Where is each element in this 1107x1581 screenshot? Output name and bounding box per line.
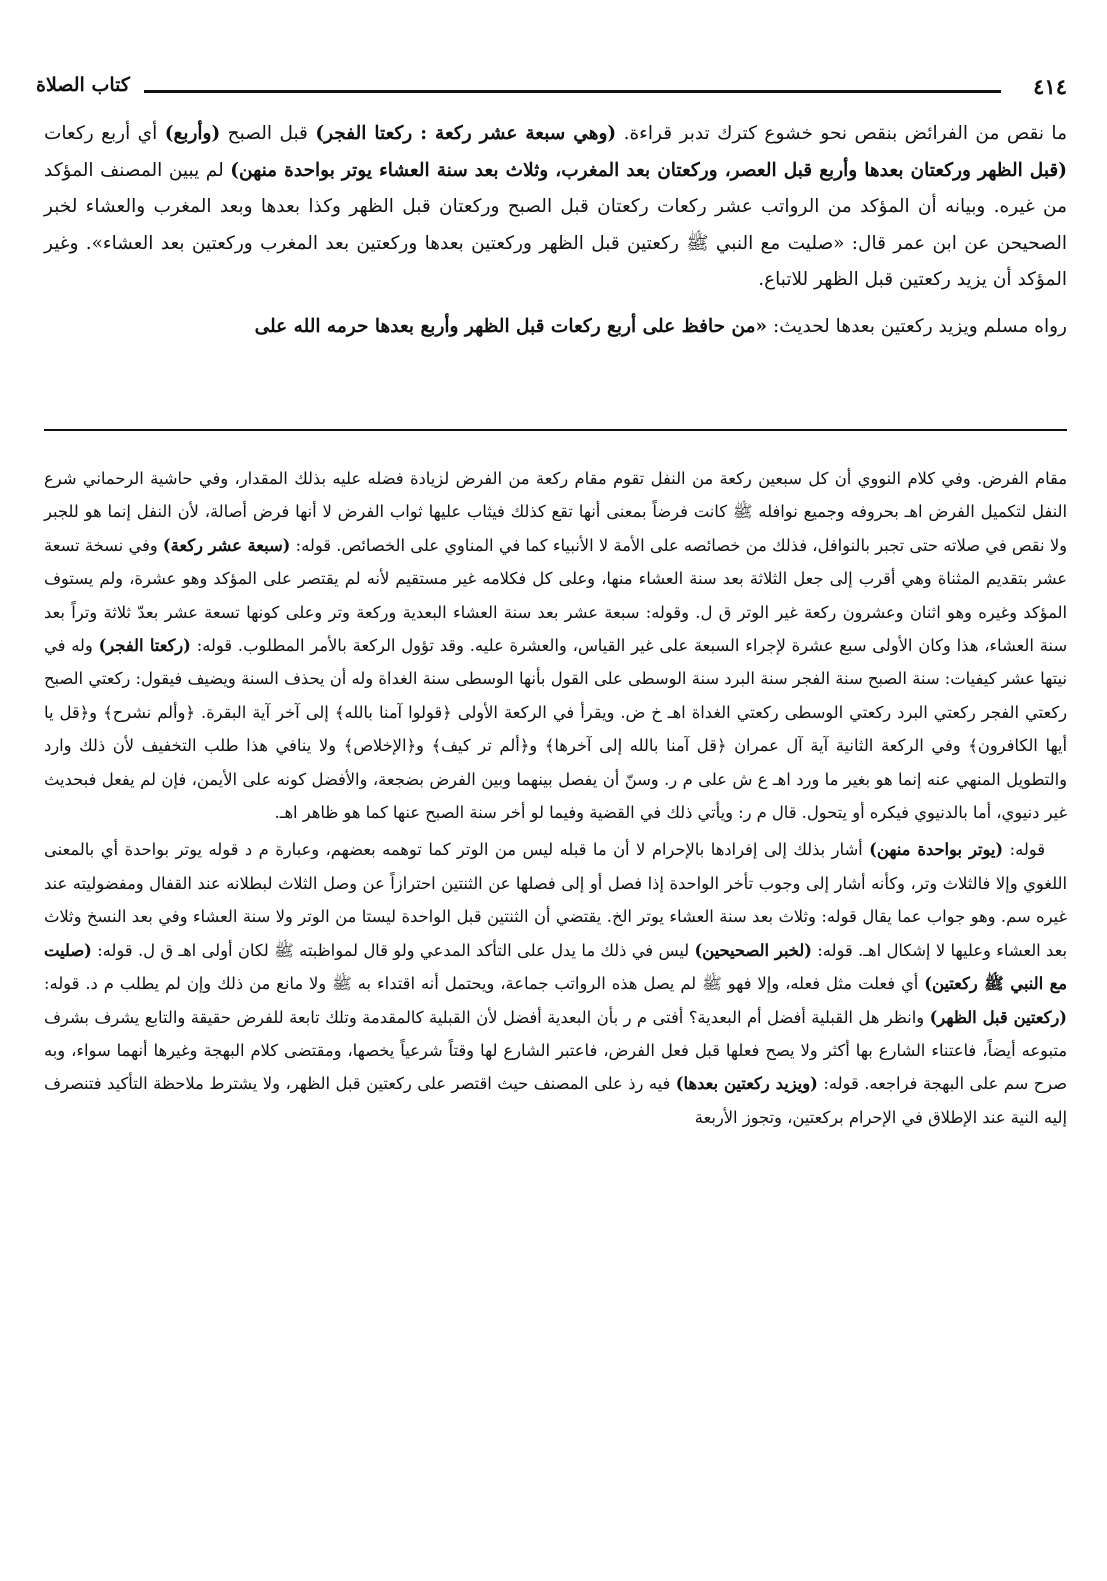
running-title: كتاب الصلاة: [36, 74, 130, 96]
page-number: ٤١٤: [1033, 74, 1067, 99]
bold-phrase: (يوتر بواحدة منهن): [869, 840, 1004, 860]
bold-phrase: (سبعة عشر ركعة): [162, 535, 291, 555]
bold-phrase: (ركعتين قبل الظهر): [929, 1007, 1067, 1027]
bold-phrase: (لخبر الصحيحين): [694, 940, 812, 960]
bold-phrase: (وهي سبعة عشر ركعة : ركعتا الفجر): [315, 123, 617, 144]
footnote-divider: [44, 429, 1067, 431]
commentary-text: [44, 462, 1067, 1134]
commentary-paragraph: مقام الفرض. وفي كلام النووي أن كل سبعين ركعة من النفل تقوم مقام ركعة من الفرض لزيادة فضله عليه بذلك المقدار، وفي حاشية الرحماني شرع النفل لتكميل الفرض اهـ بحروفه وجميع نوافله ﷺ كانت فرضاً بمعنى أنها تقع كذلك فيثاب عليها ثواب الفرض لا أنها فرض أصالة، لأن النفل إنما هو للجبر ولا نقص في صلاته حتى تجبر بالنوافل، فذلك من خصائصه على الأمة لا الأنبياء كما في المناوي على الخصائص. قوله: (سبعة عشر ركعة) وفي نسخة تسعة عشر بتقديم المثناة وهي أقرب إلى جعل الثلاثة بعد سنة العشاء منها، وعلى كل فكلامه غير مستقيم لأنه لم يقتصر على المؤكد وهو عشرة، ولم يستوف المؤكد وغيره وهو اثنان وعشرون ركعة غير الوتر ق ل. وقوله: سبعة عشر بعد سنة العشاء البعدية وركعة وتر وعلى كونها تسعة عشر بعدّ ثلاثة وتراً بعد سنة العشاء، هذا وكان الأولى سبع عشرة لإجراء السبعة على غير القياس، والعشرة عليه. وقد تؤول الركعة بالأمر المطلوب. قوله: (ركعتا الفجر) وله في نيتها عشر كيفيات: سنة الصبح سنة الفجر سنة البرد سنة الوسطى على القول بأنها الوسطى سنة الغداة وله أن يحذف السنة ويضيف فيقول: ركعتي الصبح ركعتي الفجر ركعتي البرد ركعتي الوسطى ركعتي الغداة اهـ خ ض. ويقرأ في الركعة الأولى ﴿قولوا آمنا بالله﴾ إلى آخر آية البقرة. ﴿وألم نشرح﴾ و﴿قل يا أيها الكافرون﴾ وفي الركعة الثانية آية آل عمران ﴿قل آمنا بالله إلى آخرها﴾ و﴿ألم تر كيف﴾ و﴿الإخلاص﴾ ولا ينافي هذا طلب التخفيف لأن ذلك وارد والتطويل المنهي عنه إنما هو بغير ما ورد اهـ ع ش على م ر. وسنّ أن يفصل بينهما وبين الفرض بضجعة، والأفضل كونه على الأيمن، فإن لم يفعل فبحديث غير دنيوي، أما بالدنيوي فيكره أو يتحول. قال م ر: ويأتي ذلك في القضية وفيما لو أخر سنة الصبح عنها كما هو ظاهر اهـ.: [44, 469, 1067, 823]
main-paragraph: ما نقص من الفرائض بنقص نحو خشوع كترك تدبر قراءة. (وهي سبعة عشر ركعة : ركعتا الفجر) قبل الصبح (وأربع) أي أربع ركعات (قبل الظهر وركعتان بعدها وأربع قبل العصر، وركعتان بعد المغرب، وثلاث بعد سنة العشاء يوتر بواحدة منهن) لم يبين المصنف المؤكد من غيره. وبيانه أن المؤكد من الرواتب عشر ركعات ركعتان قبل الصبح وركعتان قبل الظهر وكذا بعدها وبعد المغرب والعشاء لخبر الصحيحن عن ابن عمر قال: «صليت مع النبي ﷺ ركعتين قبل الظهر وركعتين بعدها وركعتين بعد المغرب وركعتين بعد العشاء». وغير المؤكد أن يزيد ركعتين قبل الظهر للاتباع.: [44, 123, 1067, 290]
bold-phrase: «من حافظ على أربع ركعات قبل الظهر وأربع بعدها حرمه الله على: [254, 315, 768, 337]
main-text: [44, 116, 1067, 345]
page-header: [36, 74, 1067, 106]
bold-phrase: (صليت مع النبي ﷺ ركعتين): [44, 940, 1067, 994]
bold-phrase: (ركعتا الفجر): [98, 636, 191, 656]
bold-phrase: (ويزيد ركعتين بعدها): [675, 1074, 818, 1094]
bold-phrase: (وأربع): [164, 123, 221, 144]
commentary-paragraph: قوله: (يوتر بواحدة منهن) أشار بذلك إلى إفرادها بالإحرام لا أن ما قبله ليس من الوتر كما توهمه بعضهم، وعبارة م د قوله يوتر بواحدة أي بالمعنى اللغوي وإلا فالثلاث وتر، وكأنه أشار إلى وجوب تأخر الواحدة إذا فصل أو إلى فصلها عن الثنتين احترازاً عن وصل الثلاث لبطلانه عند القفال ومفضوليته عند غيره سم. وهو جواب عما يقال قوله: وثلاث بعد سنة العشاء يوتر الخ. يقتضي أن الثنتين قبل الواحدة ليستا من الوتر ولا سنة العشاء وفي بعد النسخ وثلاث بعد العشاء وعليها لا إشكال اهـ. قوله: (لخبر الصحيحين) ليس في ذلك ما يدل على التأكد المدعي ولو قال لمواظبته ﷺ لكان أولى اهـ ق ل. قوله: (صليت مع النبي ﷺ ركعتين) أي فعلت مثل فعله، وإلا فهو ﷺ لم يصل هذه الرواتب جماعة، ويحتمل أنه اقتداء به ﷺ ولا مانع من ذلك وإن لم يطلب م د. قوله: (ركعتين قبل الظهر) وانظر هل القبلية أفضل أم البعدية؟ أفتى م ر بأن البعدية أفضل لأن القبلية كالمقدمة وتلك تابعة للفرض حقيقة والتابع يشرف بشرف متبوعه أيضاً، فاعتناء الشارع بها أكثر ولا يصح فعلها قبل فعل الفرض، فاعتبر الشارع لها وقتاً شرعياً يخصها، ومقتضى كلام البهجة وغيرها أنهما سواء، وبه صرح سم على البهجة فراجعه. قوله: (ويزيد ركعتين بعدها) فيه رذ على المصنف حيث اقتصر على ركعتين قبل الظهر، ولا يشترط ملاحظة التأكيد فتنصرف إليه النية عند الإطلاق في الإحرام بركعتين، وتجوز الأربعة: [44, 840, 1067, 1127]
header-rule: [144, 90, 1001, 93]
bold-phrase: (قبل الظهر وركعتان بعدها وأربع قبل العصر، وركعتان بعد المغرب، وثلاث بعد سنة العشاء يوتر بواحدة منهن): [230, 159, 1067, 181]
main-paragraph: رواه مسلم ويزيد ركعتين بعدها لحديث: «من حافظ على أربع ركعات قبل الظهر وأربع بعدها حرمه الله على: [254, 315, 1067, 337]
